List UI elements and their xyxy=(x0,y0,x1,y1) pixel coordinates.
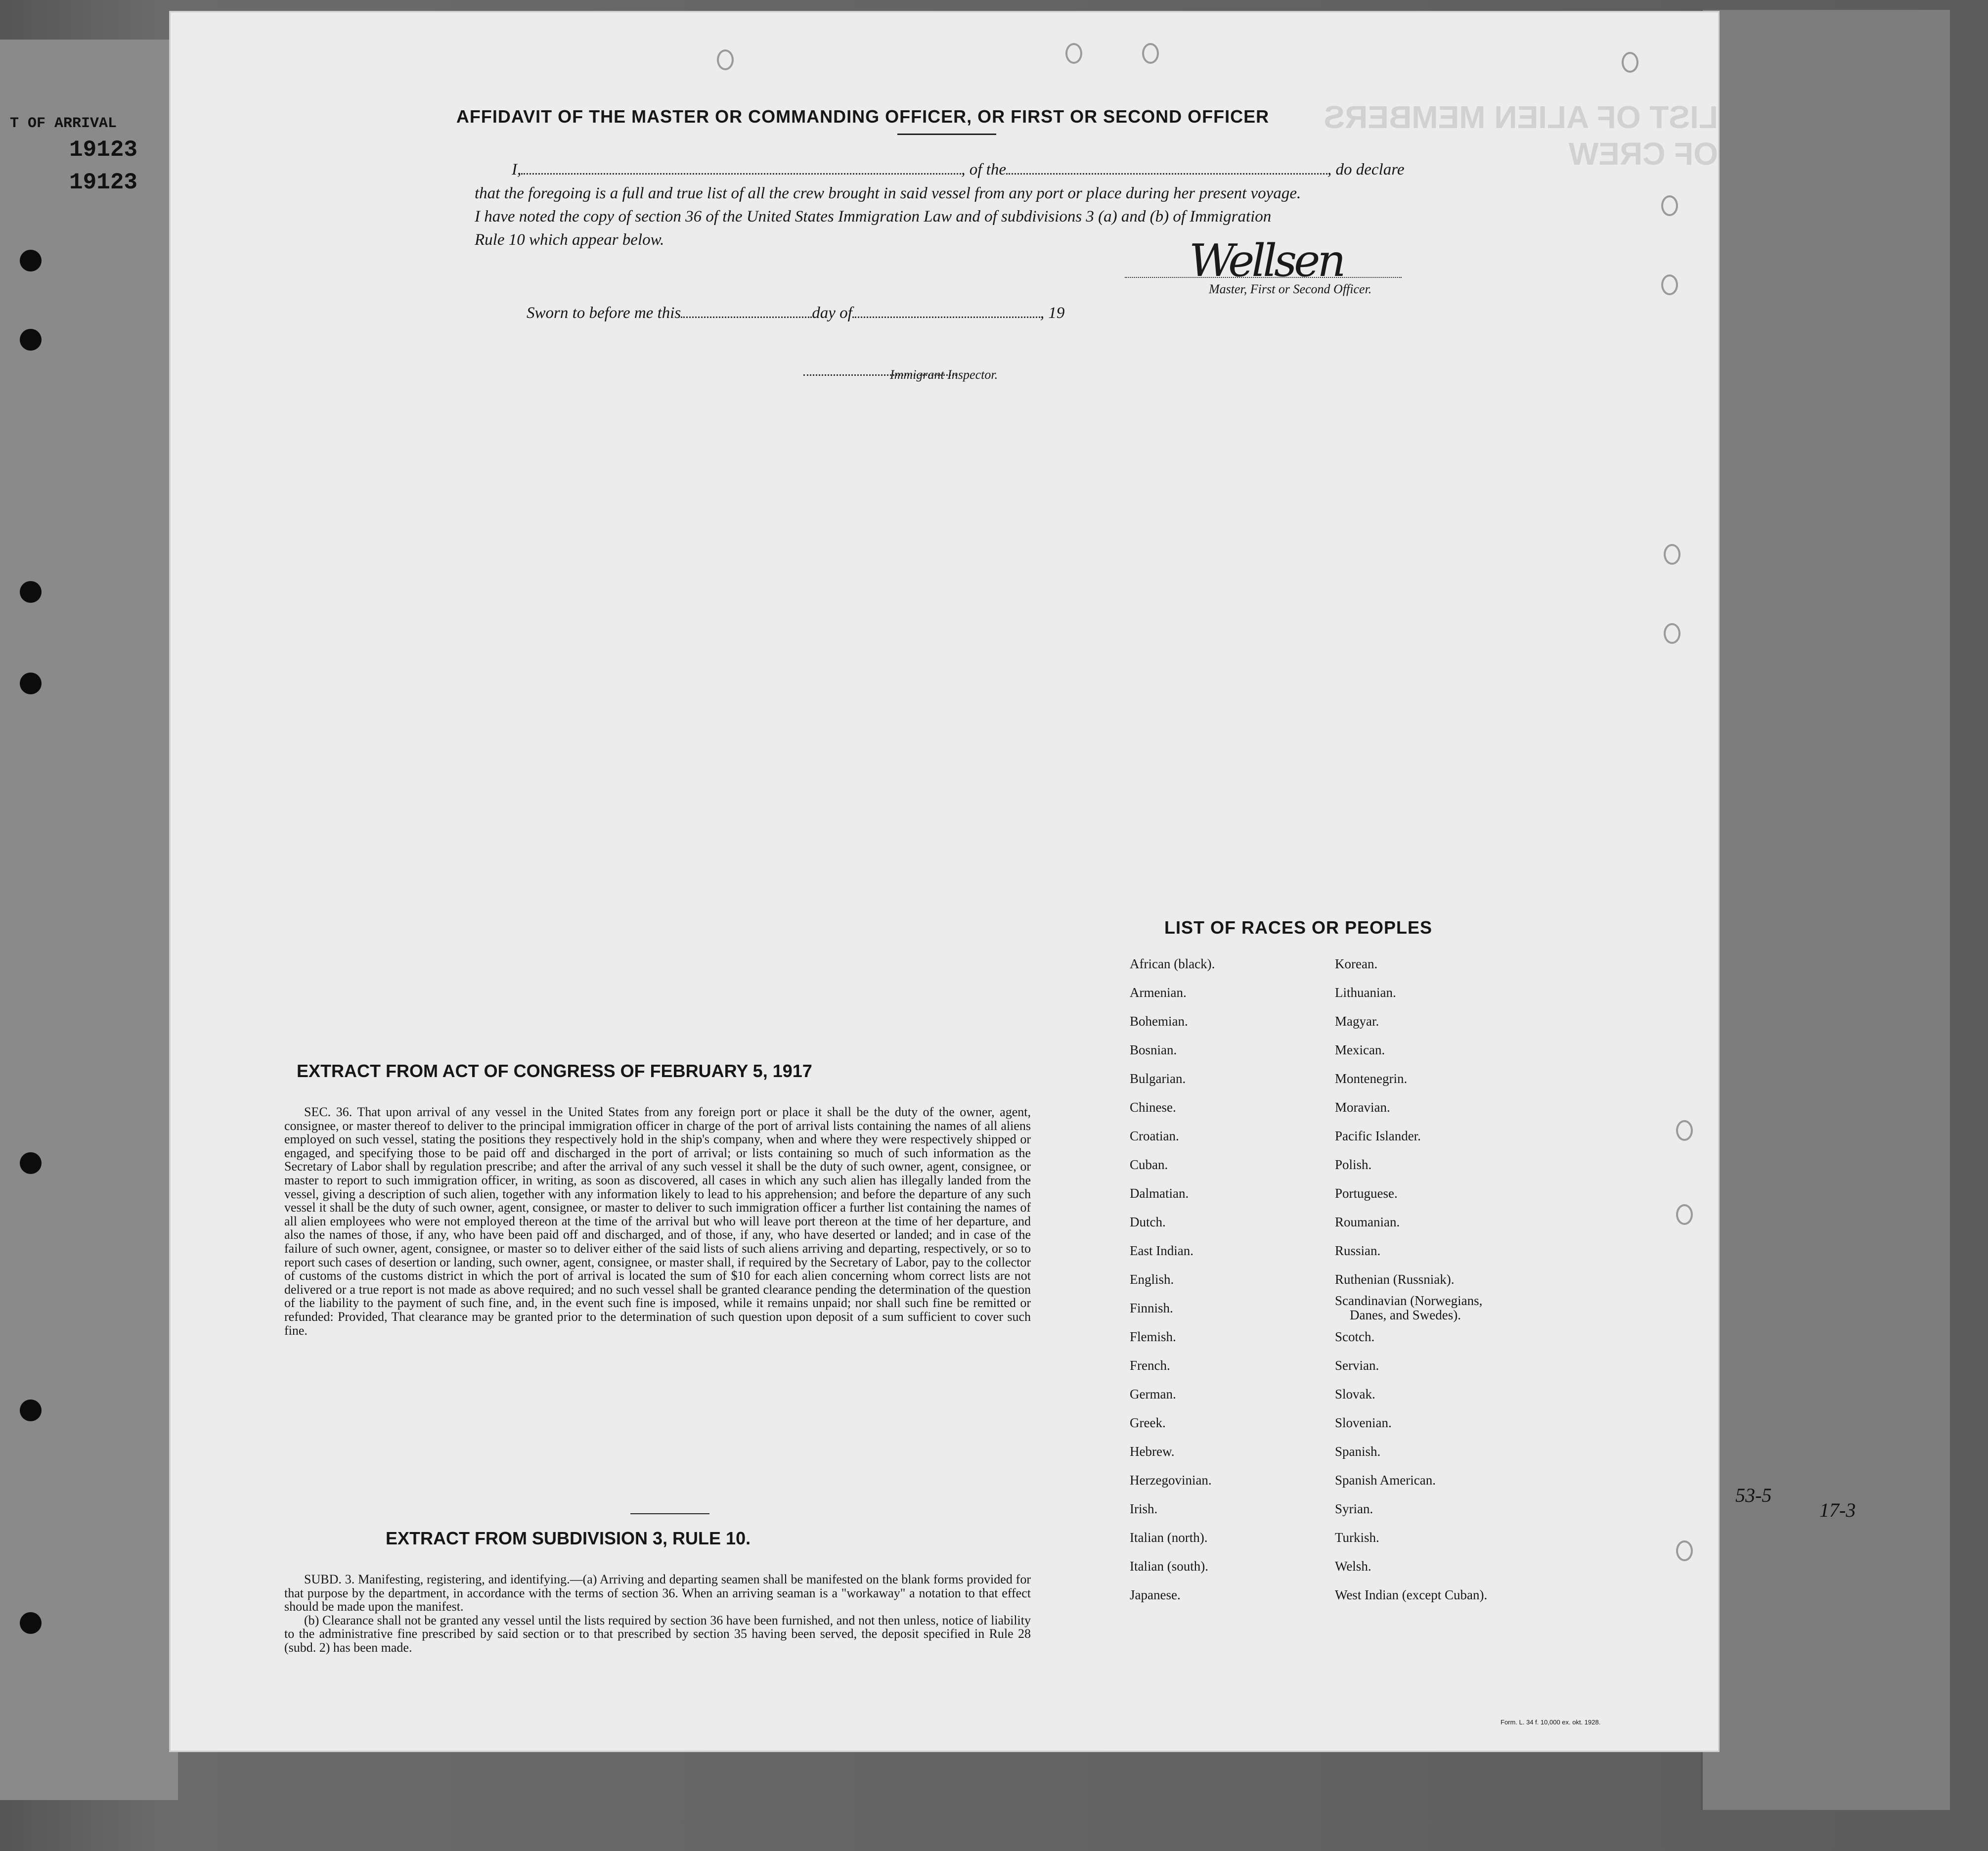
punch-hole xyxy=(1661,274,1678,295)
race-item: German. xyxy=(1130,1387,1176,1401)
stamp-line-3: 19123 xyxy=(69,170,138,195)
punch-hole xyxy=(1664,544,1680,565)
race-item: Slovak. xyxy=(1335,1387,1375,1401)
extract-divider xyxy=(630,1513,709,1514)
extract-act-text xyxy=(284,1105,1031,1337)
race-item: Spanish American. xyxy=(1335,1473,1436,1488)
signature-caption: Master, First or Second Officer. xyxy=(1209,282,1372,296)
declaration-line-1 xyxy=(512,161,1404,179)
manifest-page xyxy=(171,12,1718,1751)
declarant-prefix: I, xyxy=(512,161,522,179)
declaration-line-4: Rule 10 which appear below. xyxy=(475,231,664,249)
race-item: African (black). xyxy=(1130,956,1215,971)
race-item: Dalmatian. xyxy=(1130,1186,1189,1201)
race-item: Lithuanian. xyxy=(1335,985,1396,1000)
ghost-title: LIST OF ALIEN MEMBERS OF CREW xyxy=(1324,99,1718,172)
subdivision-b-text: (b) Clearance shall not be granted any vessel until the lists required by section 36 have been furnished, and not then unless, notice of liability to the administrative fine prescribed by said section or to that prescribed by section 35 having been served, the deposit specified in Rule 28 (subd. 2) has been made. xyxy=(284,1613,1031,1655)
races-title: LIST OF RACES OR PEOPLES xyxy=(1164,917,1433,938)
sworn-prefix: Sworn to before me this xyxy=(527,304,681,322)
race-item: Flemish. xyxy=(1130,1329,1176,1344)
binder-hole xyxy=(20,581,42,603)
race-item: Pacific Islander. xyxy=(1335,1129,1421,1143)
affidavit-title: AFFIDAVIT OF THE MASTER OR COMMANDING OFFICER, OR FIRST OR SECOND OFFICER xyxy=(456,106,1270,127)
race-item: Hebrew. xyxy=(1130,1444,1175,1459)
race-item: Irish. xyxy=(1130,1501,1158,1516)
race-item: Syrian. xyxy=(1335,1501,1373,1516)
year-label: , 19 xyxy=(1040,304,1065,322)
signature-line xyxy=(1125,277,1402,278)
punch-hole xyxy=(1676,1540,1693,1561)
section-36-text: SEC. 36. That upon arrival of any vessel in the United States from any foreign port or place it shall be the duty of the owner, agent, consignee, or master thereof to deliver to the principal immigration officer in charge of the port of arrival lists containing the names of all aliens employed on such vessel, stating the positions they respectively hold in the ship's company, when and where they were respectively shipped or engaged, and specifying those to be paid off and discharged in the port of arrival; or lists containing so much of such information as the Secretary of Labor shall by regulation prescribe; and after the arrival of any such vessel it shall be the duty of such owner, agent, consignee, or master to report to such immigration officer, in writing, as soon as discovered, all cases in which any such alien has illegally landed from the vessel, giving a description of such alien, together with any information likely to lead to his apprehension; and before the departure of any such vessel it shall be the duty of such owner, agent, consignee, or master to deliver to such immigration officer a further list containing the names of all alien employees who were not employed thereon at the time of the arrival but who will leave port thereon at the time of her departure, and also the names of those, if any, who have been paid off and discharged, and of those, if any, who have deserted or landed; and in case of the failure of such owner, agent, consignee, or master so to deliver either of the said lists of such aliens arriving and departing, respectively, or so to report such cases of desertion or landing, such owner, agent, consignee, or master shall, if required by the Secretary of Labor, pay to the collector of customs of the customs district in which the port of arrival is located the sum of $10 for each alien concerning whom correct lists are not delivered or a true report is not made as above required; and no such vessel shall be granted clearance pending the determination of the question of the liability to the payment of such fine, and, in the event such fine is imposed, while it remains unpaid; nor shall such fine be remitted or refunded: Provided, That clearance may be granted prior to the determination of such question upon deposit of a sum sufficient to cover such fine. xyxy=(284,1105,1031,1338)
day-of-label: day of xyxy=(812,304,852,322)
arrival-stamp xyxy=(10,114,158,193)
race-item: Cuban. xyxy=(1130,1157,1168,1172)
race-item: French. xyxy=(1130,1358,1170,1373)
binder-hole xyxy=(20,1152,42,1174)
race-item: Dutch. xyxy=(1130,1215,1166,1229)
punch-hole xyxy=(1622,52,1638,73)
extract-act-title: EXTRACT FROM ACT OF CONGRESS OF FEBRUARY 5, 1917 xyxy=(297,1061,812,1081)
punch-hole xyxy=(1676,1204,1693,1225)
declare-suffix: , do declare xyxy=(1327,161,1405,179)
races-column-1 xyxy=(1130,949,1215,1609)
race-item: Korean. xyxy=(1335,956,1378,971)
race-item: Croatian. xyxy=(1130,1129,1179,1143)
vessel-label: , of the xyxy=(961,161,1006,179)
race-item-line: Scandinavian (Norwegians, xyxy=(1335,1293,1483,1308)
punch-hole xyxy=(717,49,734,70)
punch-hole xyxy=(1065,43,1082,64)
race-item: Polish. xyxy=(1335,1157,1372,1172)
race-item: Bosnian. xyxy=(1130,1042,1177,1057)
race-item: Armenian. xyxy=(1130,985,1187,1000)
binder-hole xyxy=(20,329,42,351)
punch-hole xyxy=(1142,43,1159,64)
title-rule xyxy=(897,134,996,135)
race-item: Welsh. xyxy=(1335,1559,1371,1574)
subdivision-a-text: SUBD. 3. Manifesting, registering, and identifying.—(a) Arriving and departing seamen shall be manifested on the blank forms provided for that purpose by the department, in accordance with the terms of section 36. When an arriving seaman is a "workaway" a notation to that effect should be made upon the manifest. xyxy=(284,1572,1031,1614)
extract-rule-title: EXTRACT FROM SUBDIVISION 3, RULE 10. xyxy=(386,1528,751,1548)
race-item: English. xyxy=(1130,1272,1174,1287)
back-sheet-right xyxy=(1701,10,1950,1810)
sworn-day-field[interactable] xyxy=(681,316,812,318)
back-sheet-left xyxy=(0,40,178,1800)
race-item: Italian (north). xyxy=(1130,1530,1208,1545)
race-item: Finnish. xyxy=(1130,1301,1173,1315)
margin-note-2: 17-3 xyxy=(1819,1499,1856,1521)
race-item: West Indian (except Cuban). xyxy=(1335,1587,1488,1602)
race-item: Slovenian. xyxy=(1335,1415,1392,1430)
stamp-line-1: T OF ARRIVAL xyxy=(10,115,117,132)
binder-hole xyxy=(20,1400,42,1421)
race-item: Spanish. xyxy=(1335,1444,1381,1459)
race-item: Bulgarian. xyxy=(1130,1071,1186,1086)
master-signature: Wellsen xyxy=(1189,235,1343,287)
binder-hole xyxy=(20,250,42,271)
race-item: Portuguese. xyxy=(1335,1186,1398,1201)
race-item: Chinese. xyxy=(1130,1100,1176,1115)
race-item: Greek. xyxy=(1130,1415,1166,1430)
punch-hole xyxy=(1664,623,1680,644)
binder-hole xyxy=(20,673,42,694)
declarant-name-field[interactable] xyxy=(521,173,961,175)
binder-hole xyxy=(20,1612,42,1634)
race-item-continuation: Danes, and Swedes). xyxy=(1350,1308,1461,1322)
race-item: Moravian. xyxy=(1335,1100,1390,1115)
stamp-line-2: 19123 xyxy=(69,137,138,163)
race-item: Japanese. xyxy=(1130,1587,1181,1602)
extract-rule-text xyxy=(284,1573,1031,1655)
race-item: Servian. xyxy=(1335,1358,1379,1373)
vessel-name-field[interactable] xyxy=(1006,173,1327,175)
race-item: Mexican. xyxy=(1335,1042,1385,1057)
form-number: Form. L. 34 f. 10,000 ex. okt. 1928. xyxy=(1501,1718,1601,1726)
sworn-line xyxy=(527,304,1064,322)
race-item: Herzegovinian. xyxy=(1130,1473,1212,1488)
declaration-line-2: that the foregoing is a full and true list of all the crew brought in said vessel from any port or place during her present voyage. xyxy=(475,184,1301,202)
race-item: East Indian. xyxy=(1130,1243,1193,1258)
race-item: Bohemian. xyxy=(1130,1014,1188,1029)
sworn-month-field[interactable] xyxy=(852,316,1040,318)
races-column-2 xyxy=(1335,949,1487,1609)
declaration-line-3: I have noted the copy of section 36 of the United States Immigration Law and of subdivisions 3 (a) and (b) of Immigration xyxy=(475,208,1272,226)
margin-note-1: 53-5 xyxy=(1735,1484,1772,1506)
race-item: Turkish. xyxy=(1335,1530,1379,1545)
punch-hole xyxy=(1676,1120,1693,1141)
punch-hole xyxy=(1661,195,1678,216)
race-item: Roumanian. xyxy=(1335,1215,1400,1229)
race-item: Scotch. xyxy=(1335,1329,1375,1344)
race-item: Montenegrin. xyxy=(1335,1071,1408,1086)
race-item: Magyar. xyxy=(1335,1014,1379,1029)
race-item xyxy=(1335,1294,1487,1322)
race-item: Russian. xyxy=(1335,1243,1381,1258)
race-item: Ruthenian (Russniak). xyxy=(1335,1272,1455,1287)
inspector-caption: Immigrant Inspector. xyxy=(890,367,998,382)
race-item: Italian (south). xyxy=(1130,1559,1208,1574)
